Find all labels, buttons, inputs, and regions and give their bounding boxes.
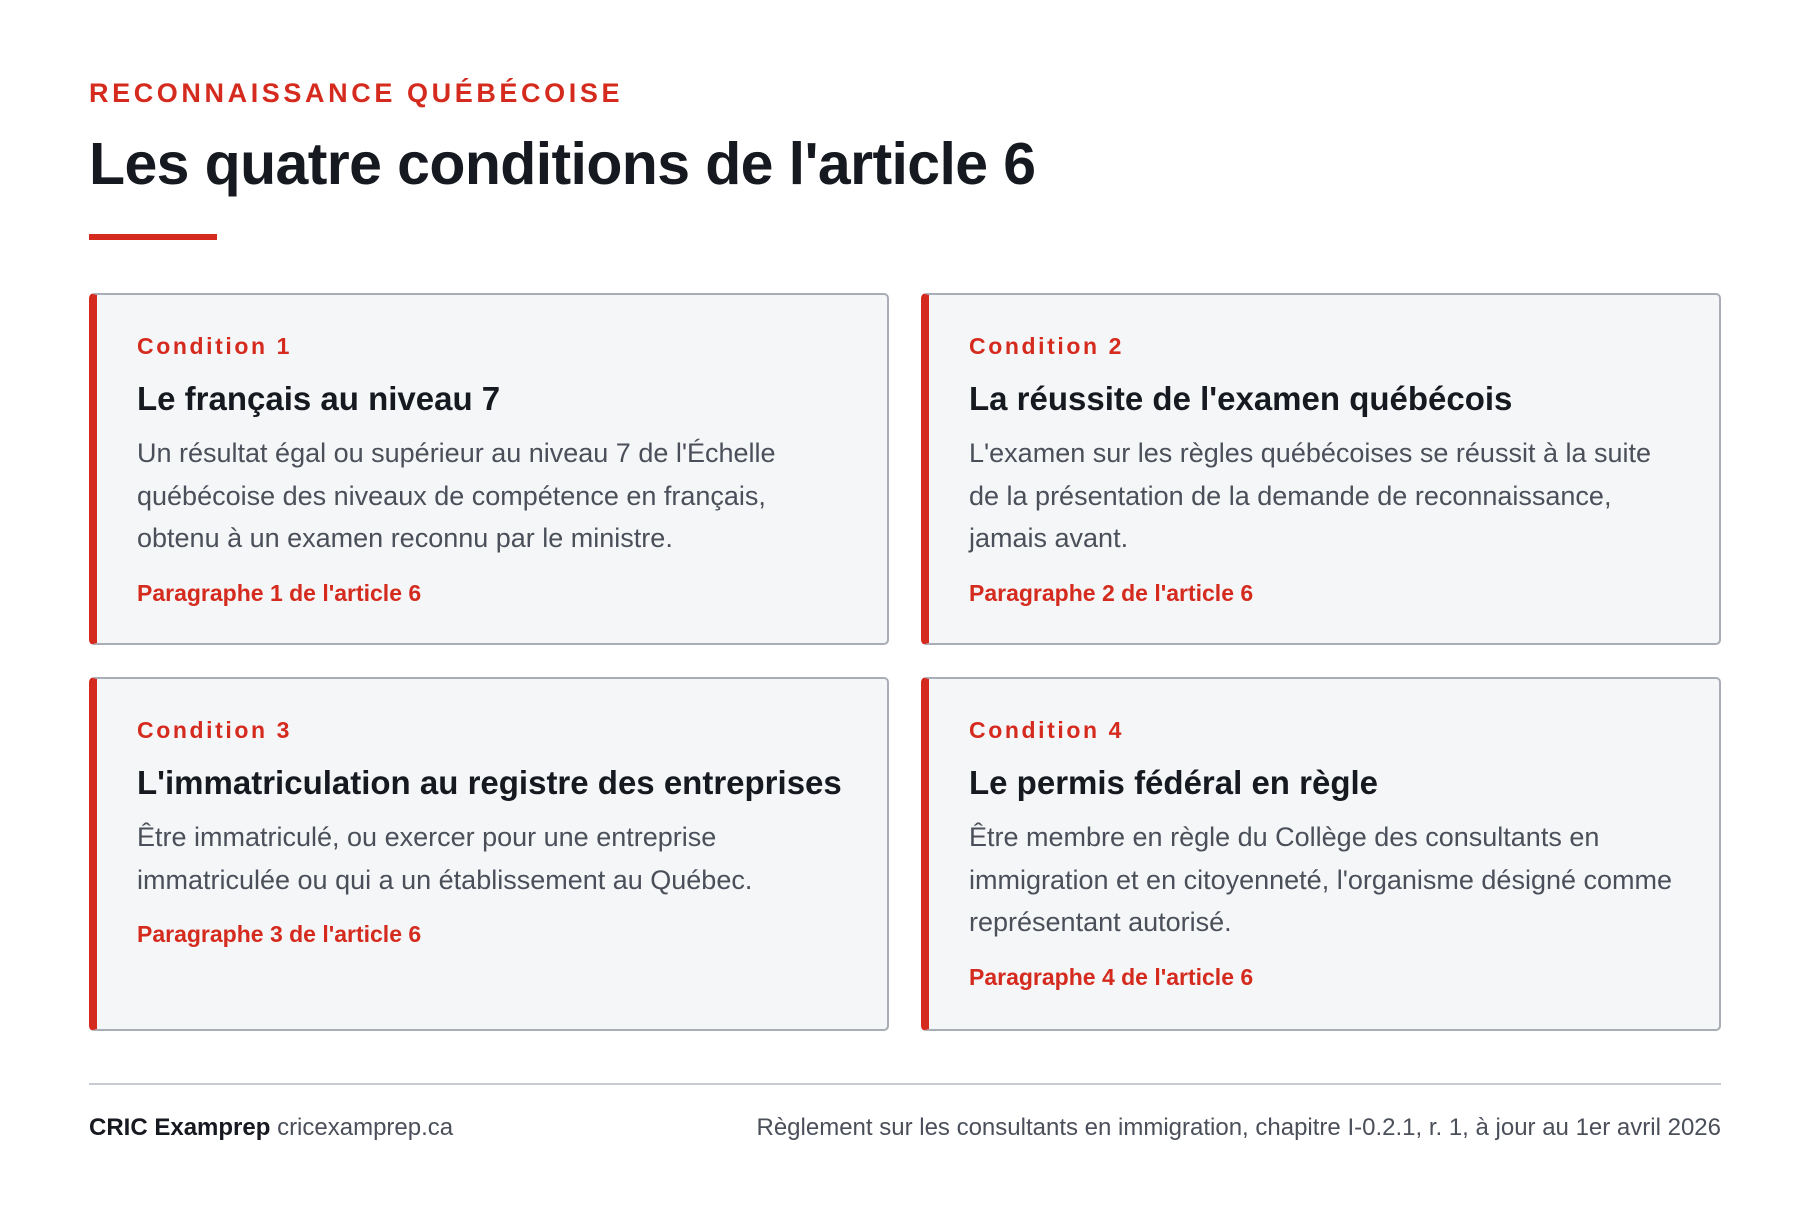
condition-title: Le permis fédéral en règle [969, 764, 1379, 801]
condition-title: La réussite de l'examen québécois [969, 380, 1513, 417]
condition-description: L'examen sur les règles québécoises se réussit à la suite de la présentation de la demande de reconnaissance, jamais avant. [969, 438, 1652, 553]
condition-description: Être membre en règle du Collège des consultants en immigration et en citoyenneté, l'organisme désigné comme représentant autorisé. [969, 822, 1673, 937]
condition-card-2 [921, 293, 1721, 645]
condition-reference: Paragraphe 3 de l'article 6 [137, 921, 422, 947]
brand-name: CRIC Examprep [89, 1114, 271, 1141]
page [89, 0, 1721, 1218]
condition-description: Un résultat égal ou supérieur au niveau 7 de l'Échelle québécoise des niveaux de compétence en français, obtenu à un examen reconnu par le ministre. [137, 438, 776, 553]
source-citation: Règlement sur les consultants en immigration, chapitre I-0.2.1, r. 1, à jour au 1er avril 2026 [756, 1114, 1721, 1141]
condition-kicker: Condition 1 [137, 333, 293, 359]
footer-brand-block [89, 1113, 453, 1143]
website-url: cricexamprep.ca [277, 1114, 454, 1141]
condition-kicker: Condition 4 [969, 717, 1125, 743]
condition-card-1 [89, 293, 889, 645]
section-eyebrow: RECONNAISSANCE QUÉBÉCOISE [89, 78, 624, 108]
title-accent-rule [89, 234, 217, 240]
condition-title: Le français au niveau 7 [137, 380, 501, 417]
condition-card-3 [89, 677, 889, 1031]
condition-kicker: Condition 3 [137, 717, 293, 743]
footer-divider [89, 1083, 1721, 1085]
condition-reference: Paragraphe 1 de l'article 6 [137, 579, 422, 606]
condition-reference: Paragraphe 2 de l'article 6 [969, 579, 1254, 606]
condition-title: L'immatriculation au registre des entreprises [137, 764, 842, 801]
condition-description: Être immatriculé, ou exercer pour une entreprise immatriculée ou qui a un établissement au Québec. [137, 822, 753, 895]
condition-reference: Paragraphe 4 de l'article 6 [969, 963, 1254, 990]
condition-card-4 [921, 677, 1721, 1031]
condition-kicker: Condition 2 [969, 333, 1125, 359]
page-title: Les quatre conditions de l'article 6 [89, 131, 1036, 197]
